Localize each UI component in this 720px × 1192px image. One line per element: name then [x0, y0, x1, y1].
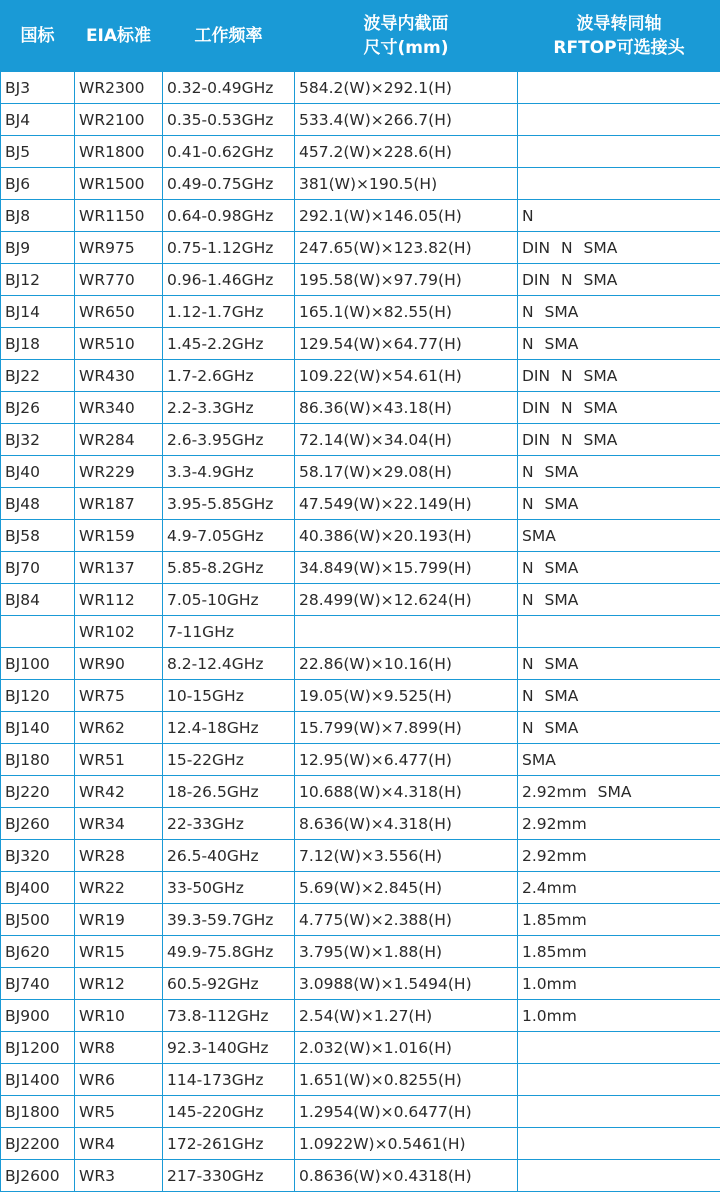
table-row: [1, 296, 720, 328]
table-row: [1, 104, 720, 136]
cell-connector: N SMA: [518, 328, 720, 360]
table-row: [1, 1064, 720, 1096]
cell-connector: 2.4mm: [518, 872, 720, 904]
cell-connector: 1.0mm: [518, 1000, 720, 1032]
cell-eia: WR51: [75, 744, 163, 776]
cell-frequency: 2.2-3.3GHz: [163, 392, 295, 424]
cell-connector: N SMA: [518, 712, 720, 744]
table-row: [1, 200, 720, 232]
cell-connector: 1.85mm: [518, 936, 720, 968]
header-frequency-label: 工作频率: [163, 24, 294, 48]
cell-frequency: 3.95-5.85GHz: [163, 488, 295, 520]
header-eia: [75, 1, 163, 72]
cell-size: 7.12(W)×3.556(H): [295, 840, 518, 872]
cell-gb: BJ140: [1, 712, 75, 744]
cell-connector: [518, 136, 720, 168]
cell-gb: BJ1800: [1, 1096, 75, 1128]
cell-size: 3.0988(W)×1.5494(H): [295, 968, 518, 1000]
cell-gb: BJ6: [1, 168, 75, 200]
table-row: [1, 776, 720, 808]
cell-connector: N SMA: [518, 584, 720, 616]
table-row: [1, 1000, 720, 1032]
cell-gb: BJ14: [1, 296, 75, 328]
cell-gb: BJ900: [1, 1000, 75, 1032]
header-size-line1: 波导内截面: [295, 12, 517, 36]
cell-eia: WR1800: [75, 136, 163, 168]
cell-frequency: 0.41-0.62GHz: [163, 136, 295, 168]
cell-size: 0.8636(W)×0.4318(H): [295, 1160, 518, 1192]
cell-eia: WR5: [75, 1096, 163, 1128]
cell-size: 195.58(W)×97.79(H): [295, 264, 518, 296]
cell-gb: BJ320: [1, 840, 75, 872]
header-gb-label: 国标: [1, 24, 74, 48]
cell-gb: BJ5: [1, 136, 75, 168]
cell-size: 165.1(W)×82.55(H): [295, 296, 518, 328]
cell-frequency: 7.05-10GHz: [163, 584, 295, 616]
cell-eia: WR112: [75, 584, 163, 616]
cell-connector: [518, 1064, 720, 1096]
cell-eia: WR15: [75, 936, 163, 968]
header-connector: [518, 1, 720, 72]
cell-eia: WR90: [75, 648, 163, 680]
table-row: [1, 936, 720, 968]
table-row: [1, 808, 720, 840]
cell-connector: N SMA: [518, 488, 720, 520]
table-row: [1, 488, 720, 520]
table-row: [1, 360, 720, 392]
table-row: [1, 1096, 720, 1128]
cell-frequency: 4.9-7.05GHz: [163, 520, 295, 552]
header-size-line2: 尺寸(mm): [295, 36, 517, 60]
cell-eia: WR8: [75, 1032, 163, 1064]
table-row: [1, 872, 720, 904]
cell-connector: 1.0mm: [518, 968, 720, 1000]
header-eia-label: EIA标准: [75, 24, 162, 48]
cell-eia: WR4: [75, 1128, 163, 1160]
cell-frequency: 2.6-3.95GHz: [163, 424, 295, 456]
cell-eia: WR284: [75, 424, 163, 456]
cell-frequency: 7-11GHz: [163, 616, 295, 648]
cell-gb: BJ1200: [1, 1032, 75, 1064]
cell-connector: [518, 1032, 720, 1064]
table-row: [1, 1032, 720, 1064]
cell-size: 584.2(W)×292.1(H): [295, 72, 518, 104]
cell-frequency: 0.49-0.75GHz: [163, 168, 295, 200]
table-row: [1, 168, 720, 200]
cell-gb: BJ740: [1, 968, 75, 1000]
header-frequency: [163, 1, 295, 72]
cell-gb: BJ180: [1, 744, 75, 776]
cell-gb: BJ2200: [1, 1128, 75, 1160]
cell-connector: N SMA: [518, 456, 720, 488]
cell-connector: [518, 1128, 720, 1160]
cell-frequency: 1.45-2.2GHz: [163, 328, 295, 360]
cell-size: 2.54(W)×1.27(H): [295, 1000, 518, 1032]
cell-size: 4.775(W)×2.388(H): [295, 904, 518, 936]
cell-size: 247.65(W)×123.82(H): [295, 232, 518, 264]
cell-frequency: 92.3-140GHz: [163, 1032, 295, 1064]
table-row: [1, 712, 720, 744]
table-row: [1, 520, 720, 552]
cell-eia: WR2100: [75, 104, 163, 136]
header-gb: [1, 1, 75, 72]
cell-connector: [518, 616, 720, 648]
cell-gb: BJ620: [1, 936, 75, 968]
cell-eia: WR10: [75, 1000, 163, 1032]
cell-frequency: 172-261GHz: [163, 1128, 295, 1160]
cell-gb: BJ18: [1, 328, 75, 360]
cell-connector: [518, 1096, 720, 1128]
cell-connector: N SMA: [518, 680, 720, 712]
cell-eia: WR12: [75, 968, 163, 1000]
cell-frequency: 145-220GHz: [163, 1096, 295, 1128]
cell-connector: DIN N SMA: [518, 264, 720, 296]
cell-eia: WR1500: [75, 168, 163, 200]
cell-frequency: 60.5-92GHz: [163, 968, 295, 1000]
cell-size: 72.14(W)×34.04(H): [295, 424, 518, 456]
cell-eia: WR102: [75, 616, 163, 648]
cell-frequency: 1.7-2.6GHz: [163, 360, 295, 392]
cell-connector: N: [518, 200, 720, 232]
cell-size: 47.549(W)×22.149(H): [295, 488, 518, 520]
cell-eia: WR34: [75, 808, 163, 840]
cell-frequency: 3.3-4.9GHz: [163, 456, 295, 488]
cell-size: 22.86(W)×10.16(H): [295, 648, 518, 680]
header-row: [1, 1, 720, 72]
cell-eia: WR159: [75, 520, 163, 552]
cell-connector: [518, 1160, 720, 1192]
cell-frequency: 1.12-1.7GHz: [163, 296, 295, 328]
cell-eia: WR340: [75, 392, 163, 424]
cell-gb: BJ12: [1, 264, 75, 296]
cell-eia: WR75: [75, 680, 163, 712]
cell-frequency: 12.4-18GHz: [163, 712, 295, 744]
cell-size: 86.36(W)×43.18(H): [295, 392, 518, 424]
cell-frequency: 8.2-12.4GHz: [163, 648, 295, 680]
cell-size: 19.05(W)×9.525(H): [295, 680, 518, 712]
cell-size: 1.651(W)×0.8255(H): [295, 1064, 518, 1096]
cell-size: 5.69(W)×2.845(H): [295, 872, 518, 904]
cell-eia: WR430: [75, 360, 163, 392]
cell-frequency: 0.35-0.53GHz: [163, 104, 295, 136]
cell-gb: BJ1400: [1, 1064, 75, 1096]
table-row: [1, 136, 720, 168]
cell-connector: [518, 72, 720, 104]
table-row: [1, 328, 720, 360]
cell-connector: N SMA: [518, 296, 720, 328]
table-row: [1, 264, 720, 296]
table-row: [1, 648, 720, 680]
table-row: [1, 584, 720, 616]
cell-eia: WR975: [75, 232, 163, 264]
cell-gb: BJ100: [1, 648, 75, 680]
cell-eia: WR19: [75, 904, 163, 936]
cell-size: 34.849(W)×15.799(H): [295, 552, 518, 584]
header-connector-line1: 波导转同轴: [518, 12, 720, 36]
cell-size: 1.2954(W)×0.6477(H): [295, 1096, 518, 1128]
cell-eia: WR770: [75, 264, 163, 296]
cell-size: 533.4(W)×266.7(H): [295, 104, 518, 136]
cell-eia: WR3: [75, 1160, 163, 1192]
cell-frequency: 22-33GHz: [163, 808, 295, 840]
table-body: [1, 72, 720, 1192]
cell-size: 8.636(W)×4.318(H): [295, 808, 518, 840]
cell-connector: 2.92mm: [518, 808, 720, 840]
cell-connector: 2.92mm SMA: [518, 776, 720, 808]
table-row: [1, 744, 720, 776]
cell-connector: N SMA: [518, 648, 720, 680]
table-row: [1, 72, 720, 104]
cell-size: 10.688(W)×4.318(H): [295, 776, 518, 808]
cell-gb: BJ9: [1, 232, 75, 264]
cell-size: 381(W)×190.5(H): [295, 168, 518, 200]
cell-size: 1.0922W)×0.5461(H): [295, 1128, 518, 1160]
cell-gb: BJ260: [1, 808, 75, 840]
cell-gb: BJ2600: [1, 1160, 75, 1192]
cell-eia: WR2300: [75, 72, 163, 104]
cell-frequency: 33-50GHz: [163, 872, 295, 904]
cell-size: 3.795(W)×1.88(H): [295, 936, 518, 968]
cell-gb: BJ40: [1, 456, 75, 488]
cell-gb: BJ70: [1, 552, 75, 584]
cell-gb: BJ22: [1, 360, 75, 392]
table-row: [1, 424, 720, 456]
cell-connector: 2.92mm: [518, 840, 720, 872]
table-row: [1, 1160, 720, 1192]
cell-gb: BJ48: [1, 488, 75, 520]
cell-size: 15.799(W)×7.899(H): [295, 712, 518, 744]
cell-gb: BJ400: [1, 872, 75, 904]
cell-gb: BJ500: [1, 904, 75, 936]
cell-gb: BJ58: [1, 520, 75, 552]
cell-eia: WR62: [75, 712, 163, 744]
cell-eia: WR28: [75, 840, 163, 872]
table-row: [1, 1128, 720, 1160]
cell-eia: WR187: [75, 488, 163, 520]
cell-connector: DIN N SMA: [518, 232, 720, 264]
cell-eia: WR22: [75, 872, 163, 904]
cell-eia: WR1150: [75, 200, 163, 232]
cell-size: [295, 616, 518, 648]
cell-frequency: 10-15GHz: [163, 680, 295, 712]
cell-eia: WR6: [75, 1064, 163, 1096]
cell-eia: WR510: [75, 328, 163, 360]
table-row: [1, 680, 720, 712]
cell-frequency: 18-26.5GHz: [163, 776, 295, 808]
cell-gb: BJ8: [1, 200, 75, 232]
cell-size: 58.17(W)×29.08(H): [295, 456, 518, 488]
cell-frequency: 15-22GHz: [163, 744, 295, 776]
cell-eia: WR229: [75, 456, 163, 488]
cell-frequency: 5.85-8.2GHz: [163, 552, 295, 584]
cell-connector: SMA: [518, 520, 720, 552]
cell-connector: DIN N SMA: [518, 424, 720, 456]
table-row: [1, 968, 720, 1000]
cell-connector: DIN N SMA: [518, 392, 720, 424]
header-connector-line2: RFTOP可选接头: [518, 36, 720, 60]
table-row: [1, 552, 720, 584]
cell-gb: BJ32: [1, 424, 75, 456]
cell-size: 292.1(W)×146.05(H): [295, 200, 518, 232]
cell-frequency: 73.8-112GHz: [163, 1000, 295, 1032]
cell-size: 40.386(W)×20.193(H): [295, 520, 518, 552]
cell-gb: BJ4: [1, 104, 75, 136]
cell-size: 457.2(W)×228.6(H): [295, 136, 518, 168]
cell-size: 129.54(W)×64.77(H): [295, 328, 518, 360]
cell-frequency: 0.32-0.49GHz: [163, 72, 295, 104]
cell-gb: BJ3: [1, 72, 75, 104]
header-size: [295, 1, 518, 72]
cell-frequency: 114-173GHz: [163, 1064, 295, 1096]
cell-size: 2.032(W)×1.016(H): [295, 1032, 518, 1064]
cell-gb: BJ26: [1, 392, 75, 424]
cell-connector: 1.85mm: [518, 904, 720, 936]
cell-connector: [518, 168, 720, 200]
table-row: [1, 904, 720, 936]
cell-gb: BJ220: [1, 776, 75, 808]
table-row: [1, 392, 720, 424]
table-row: [1, 456, 720, 488]
cell-frequency: 26.5-40GHz: [163, 840, 295, 872]
cell-connector: DIN N SMA: [518, 360, 720, 392]
cell-frequency: 0.75-1.12GHz: [163, 232, 295, 264]
cell-size: 12.95(W)×6.477(H): [295, 744, 518, 776]
cell-frequency: 49.9-75.8GHz: [163, 936, 295, 968]
cell-gb: BJ120: [1, 680, 75, 712]
cell-connector: SMA: [518, 744, 720, 776]
cell-frequency: 217-330GHz: [163, 1160, 295, 1192]
cell-connector: [518, 104, 720, 136]
table-row: [1, 616, 720, 648]
cell-frequency: 0.96-1.46GHz: [163, 264, 295, 296]
cell-gb: [1, 616, 75, 648]
cell-connector: N SMA: [518, 552, 720, 584]
cell-gb: BJ84: [1, 584, 75, 616]
cell-eia: WR42: [75, 776, 163, 808]
cell-size: 109.22(W)×54.61(H): [295, 360, 518, 392]
cell-eia: WR650: [75, 296, 163, 328]
table-row: [1, 840, 720, 872]
table-header: [1, 1, 720, 72]
cell-eia: WR137: [75, 552, 163, 584]
cell-frequency: 39.3-59.7GHz: [163, 904, 295, 936]
cell-frequency: 0.64-0.98GHz: [163, 200, 295, 232]
table-row: [1, 232, 720, 264]
cell-size: 28.499(W)×12.624(H): [295, 584, 518, 616]
